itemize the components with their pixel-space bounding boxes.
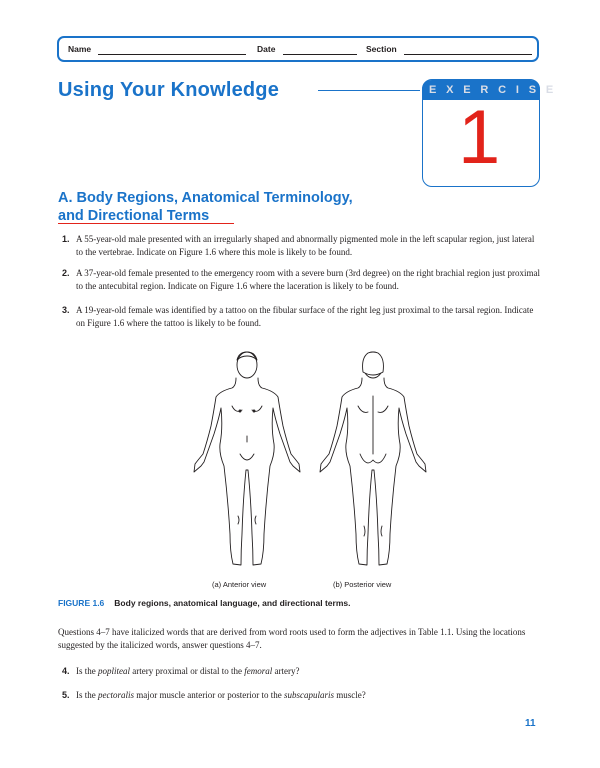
page-title: Using Your Knowledge (58, 79, 280, 101)
figure-caption-text: Body regions, anatomical language, and directional terms. (114, 598, 351, 608)
question-text: Is the popliteal artery proximal or distal to the femoral artery? (76, 666, 300, 676)
question-2 (62, 267, 540, 292)
question-number: 5. (62, 690, 70, 700)
question-number: 4. (62, 666, 70, 676)
question-number: 1. (62, 234, 70, 244)
figure-caption (58, 598, 350, 608)
question-text: A 19-year-old female was identified by a tattoo on the fibular surface of the right leg just proximal to the tarsal region. Indicate on Figure 1.6 where the tattoo is likely to be found. (76, 305, 534, 328)
section-underline (58, 223, 234, 224)
question-text: Is the pectoralis major muscle anterior or posterior to the subscapularis muscle? (76, 690, 366, 700)
question-number: 3. (62, 305, 70, 315)
posterior-view-label: (b) Posterior view (333, 580, 392, 589)
questions-intro: Questions 4–7 have italicized words that are derived from word roots used to form the adjectives in Table 1.1. Using the locations suggested by the italicized words, answer questions 4–7. (58, 627, 526, 650)
date-field[interactable] (283, 54, 357, 55)
name-field[interactable] (98, 54, 246, 55)
question-4 (62, 665, 540, 678)
section-label: Section (366, 44, 397, 54)
section-heading (58, 190, 353, 225)
anterior-view-label: (a) Anterior view (212, 580, 267, 589)
section-heading-line2: and Directional Terms (58, 207, 210, 224)
page-number: 11 (525, 718, 536, 729)
question-text: A 37-year-old female presented to the emergency room with a severe burn (3rd degree) on the right brachial region just proximal to the antecubital region. Indicate on Figure 1.6 where the laceration is likely to be found. (76, 268, 540, 291)
figure-caption-label: FIGURE 1.6 (58, 598, 105, 608)
body-figure (190, 350, 430, 582)
question-3 (62, 304, 540, 329)
name-date-section-bar (57, 36, 539, 62)
name-label: Name (68, 44, 92, 54)
section-heading-line1: A. Body Regions, Anatomical Terminology, (58, 190, 353, 206)
question-5 (62, 689, 540, 702)
question-text: A 55-year-old male presented with an irregularly shaped and abnormally pigmented mole in the left scapular region, just lateral to the vertebrae. Indicate on Figure 1.6 where this mole is likely to be found. (76, 234, 535, 257)
question-1 (62, 233, 540, 258)
question-number: 2. (62, 268, 70, 278)
section-field[interactable] (404, 54, 532, 55)
exercise-label: EXERCISE (429, 84, 564, 96)
exercise-number: 1 (458, 95, 501, 180)
anterior-body-outline (194, 352, 300, 565)
date-label: Date (257, 44, 276, 54)
posterior-body-outline (320, 352, 426, 565)
title-rule (318, 90, 420, 91)
